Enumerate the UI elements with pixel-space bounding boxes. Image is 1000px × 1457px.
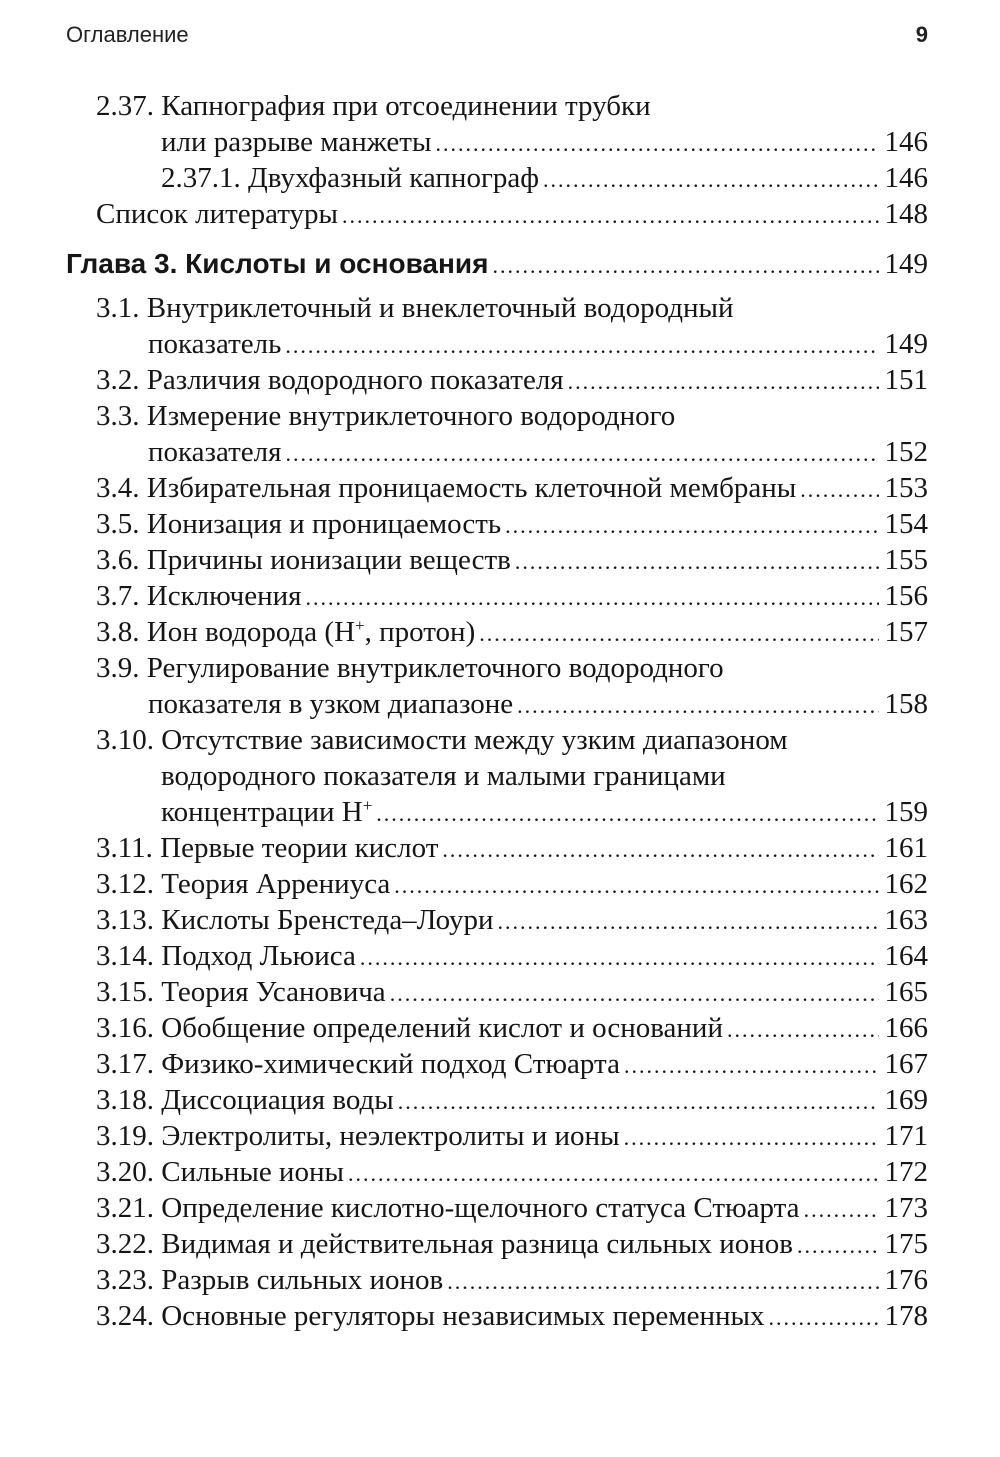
toc-page-number: 155 bbox=[884, 544, 928, 576]
toc-page-number: 148 bbox=[884, 198, 928, 230]
toc-entry[interactable] bbox=[0, 1010, 1000, 1046]
toc-entry-text: показателя в узком диапазоне bbox=[148, 688, 514, 720]
toc-entry-text: 3.12. Теория Аррениуса bbox=[96, 868, 391, 900]
toc-entry-text: 2.37. Капнография при отсоединении трубки bbox=[96, 90, 651, 122]
toc-entry[interactable] bbox=[0, 758, 1000, 794]
dot-leader bbox=[727, 1012, 879, 1048]
dot-leader bbox=[800, 472, 878, 508]
dot-leader bbox=[568, 364, 879, 400]
toc-page-number: 156 bbox=[884, 580, 928, 612]
toc-entry-text: 3.17. Физико-химический подход Стюарта bbox=[96, 1048, 620, 1080]
toc-page-number: 159 bbox=[884, 796, 928, 828]
toc-page-number: 175 bbox=[884, 1228, 928, 1260]
toc-page-number: 157 bbox=[884, 616, 928, 648]
dot-leader bbox=[285, 328, 878, 364]
toc-entry[interactable] bbox=[0, 290, 1000, 326]
dot-leader bbox=[348, 1156, 879, 1192]
toc-entry[interactable] bbox=[0, 794, 1000, 830]
toc-entry[interactable] bbox=[0, 1262, 1000, 1298]
toc-chapter-title: Глава 3. Кислоты и основания bbox=[66, 248, 489, 279]
dot-leader bbox=[517, 688, 878, 724]
toc-entry[interactable] bbox=[0, 722, 1000, 758]
dot-leader bbox=[624, 1120, 879, 1156]
dot-leader bbox=[442, 832, 878, 868]
toc-entry-text: Список литературы bbox=[96, 198, 339, 230]
dot-leader bbox=[515, 544, 879, 580]
superscript: + bbox=[355, 616, 365, 635]
toc-entry-text: 3.11. Первые теории кислот bbox=[96, 832, 439, 864]
toc-entry-text: 3.22. Видимая и действительная разница сильных ионов bbox=[96, 1228, 793, 1260]
toc-entry[interactable] bbox=[0, 160, 1000, 196]
dot-leader bbox=[804, 1192, 879, 1228]
toc-entry-text: 3.13. Кислоты Бренстеда–Лоури bbox=[96, 904, 494, 936]
toc-entry-text: 3.7. Исключения bbox=[96, 580, 302, 612]
dot-leader bbox=[543, 162, 878, 198]
dot-leader bbox=[505, 508, 878, 544]
toc-entry[interactable] bbox=[0, 902, 1000, 938]
toc-page-number: 162 bbox=[884, 868, 928, 900]
dot-leader bbox=[398, 1084, 879, 1120]
superscript: + bbox=[362, 796, 373, 815]
toc-entry[interactable] bbox=[0, 1118, 1000, 1154]
toc-page-number: 173 bbox=[884, 1192, 928, 1224]
toc-page-number: 164 bbox=[884, 940, 928, 972]
toc-entry-text: 2.37.1. Двухфазный капнограф bbox=[161, 162, 540, 194]
dot-leader bbox=[492, 248, 878, 284]
dot-leader bbox=[376, 796, 878, 832]
toc-entry-text: 3.4. Избирательная проницаемость клеточной мембраны bbox=[96, 472, 797, 504]
page-number: 9 bbox=[915, 22, 928, 47]
toc-page-number: 178 bbox=[884, 1300, 928, 1332]
toc-page-number: 171 bbox=[884, 1120, 928, 1152]
toc-entry-text: 3.15. Теория Усановича bbox=[96, 976, 386, 1008]
dot-leader bbox=[435, 126, 878, 162]
toc-page-number: 161 bbox=[884, 832, 928, 864]
toc-entry[interactable] bbox=[0, 650, 1000, 686]
toc-page-number: 152 bbox=[884, 436, 928, 468]
toc-entry[interactable] bbox=[0, 614, 1000, 650]
dot-leader bbox=[624, 1048, 879, 1084]
toc-entry[interactable] bbox=[0, 1082, 1000, 1118]
toc-page-number: 165 bbox=[884, 976, 928, 1008]
toc-page-number: 176 bbox=[884, 1264, 928, 1296]
toc-page-number: 153 bbox=[884, 472, 928, 504]
dot-leader bbox=[306, 580, 879, 616]
toc-page-number: 163 bbox=[884, 904, 928, 936]
toc-page-number: 166 bbox=[884, 1012, 928, 1044]
dot-leader bbox=[390, 976, 879, 1012]
toc-entry-text: 3.16. Обобщение определений кислот и оснований bbox=[96, 1012, 723, 1044]
toc-entry[interactable] bbox=[0, 938, 1000, 974]
running-title: Оглавление bbox=[66, 22, 189, 47]
toc-entry-text: 3.14. Подход Льюиса bbox=[96, 940, 356, 972]
toc-entry-text: 3.10. Отсутствие зависимости между узким диапазоном bbox=[96, 724, 788, 756]
toc-entry[interactable] bbox=[0, 578, 1000, 614]
toc-entry[interactable] bbox=[0, 362, 1000, 398]
toc-entry-text: 3.21. Определение кислотно-щелочного статуса Стюарта bbox=[96, 1192, 800, 1224]
toc-page-number: 154 bbox=[884, 508, 928, 540]
toc-entry[interactable] bbox=[0, 1226, 1000, 1262]
toc-entry[interactable] bbox=[0, 830, 1000, 866]
toc-entry[interactable] bbox=[0, 1046, 1000, 1082]
toc-entry-text: 3.5. Ионизация и проницаемость bbox=[96, 508, 502, 540]
toc-entry-text: 3.1. Внутриклеточный и внеклеточный водородный bbox=[96, 292, 734, 324]
toc-entry[interactable] bbox=[0, 196, 1000, 232]
dot-leader bbox=[797, 1228, 879, 1264]
toc-entry[interactable] bbox=[0, 124, 1000, 160]
toc-entry[interactable] bbox=[0, 542, 1000, 578]
toc-entry[interactable] bbox=[0, 1298, 1000, 1334]
toc-entry-text: 3.3. Измерение внутриклеточного водородного bbox=[96, 400, 676, 432]
toc-page-number: 146 bbox=[884, 162, 928, 194]
toc-entry-text: или разрыве манжеты bbox=[161, 126, 432, 158]
toc-page-number: 151 bbox=[884, 364, 928, 396]
toc-page-number: 167 bbox=[884, 1048, 928, 1080]
toc-entry-text: 3.2. Различия водородного показателя bbox=[96, 364, 564, 396]
toc-entry-text: 3.19. Электролиты, неэлектролиты и ионы bbox=[96, 1120, 620, 1152]
toc-page-number: 146 bbox=[884, 126, 928, 158]
toc-entry-text: 3.23. Разрыв сильных ионов bbox=[96, 1264, 444, 1296]
toc-entry[interactable] bbox=[0, 88, 1000, 124]
toc-entry[interactable] bbox=[0, 686, 1000, 722]
toc-page-number: 158 bbox=[884, 688, 928, 720]
dot-leader bbox=[342, 198, 878, 234]
toc-entry-text: 3.8. Ион водорода (H+, протон) bbox=[96, 616, 476, 648]
dot-leader bbox=[360, 940, 879, 976]
page-header bbox=[66, 22, 928, 52]
toc-entry[interactable] bbox=[0, 506, 1000, 542]
toc-entry-text: 3.24. Основные регуляторы независимых переменных bbox=[96, 1300, 765, 1332]
toc-page-number: 149 bbox=[884, 328, 928, 360]
dot-leader bbox=[447, 1264, 878, 1300]
toc-chapter-entry[interactable] bbox=[0, 246, 1000, 282]
toc-entry-text: концентрации H+ bbox=[161, 796, 373, 828]
toc-entry-text: 3.6. Причины ионизации веществ bbox=[96, 544, 511, 576]
dot-leader bbox=[285, 436, 878, 472]
toc-page-number: 172 bbox=[884, 1156, 928, 1188]
dot-leader bbox=[479, 616, 878, 652]
toc-page-number: 169 bbox=[884, 1084, 928, 1116]
toc-entry[interactable] bbox=[0, 470, 1000, 506]
toc-entry-text: 3.20. Сильные ионы bbox=[96, 1156, 344, 1188]
toc-entry[interactable] bbox=[0, 434, 1000, 470]
toc-entry[interactable] bbox=[0, 974, 1000, 1010]
toc-page-number: 149 bbox=[884, 248, 928, 280]
toc-entry[interactable] bbox=[0, 326, 1000, 362]
dot-leader bbox=[769, 1300, 879, 1336]
dot-leader bbox=[394, 868, 878, 904]
toc-entry[interactable] bbox=[0, 1190, 1000, 1226]
toc-entry-text: показатель bbox=[148, 328, 282, 360]
dot-leader bbox=[498, 904, 879, 940]
toc-entry[interactable] bbox=[0, 398, 1000, 434]
toc-entry-text: показателя bbox=[148, 436, 282, 468]
toc-entry-text: 3.9. Регулирование внутриклеточного водородного bbox=[96, 652, 724, 684]
toc-entry-text: водородного показателя и малыми границами bbox=[161, 760, 726, 792]
toc-entry[interactable] bbox=[0, 866, 1000, 902]
toc-entry[interactable] bbox=[0, 1154, 1000, 1190]
toc-entry-text: 3.18. Диссоциация воды bbox=[96, 1084, 394, 1116]
